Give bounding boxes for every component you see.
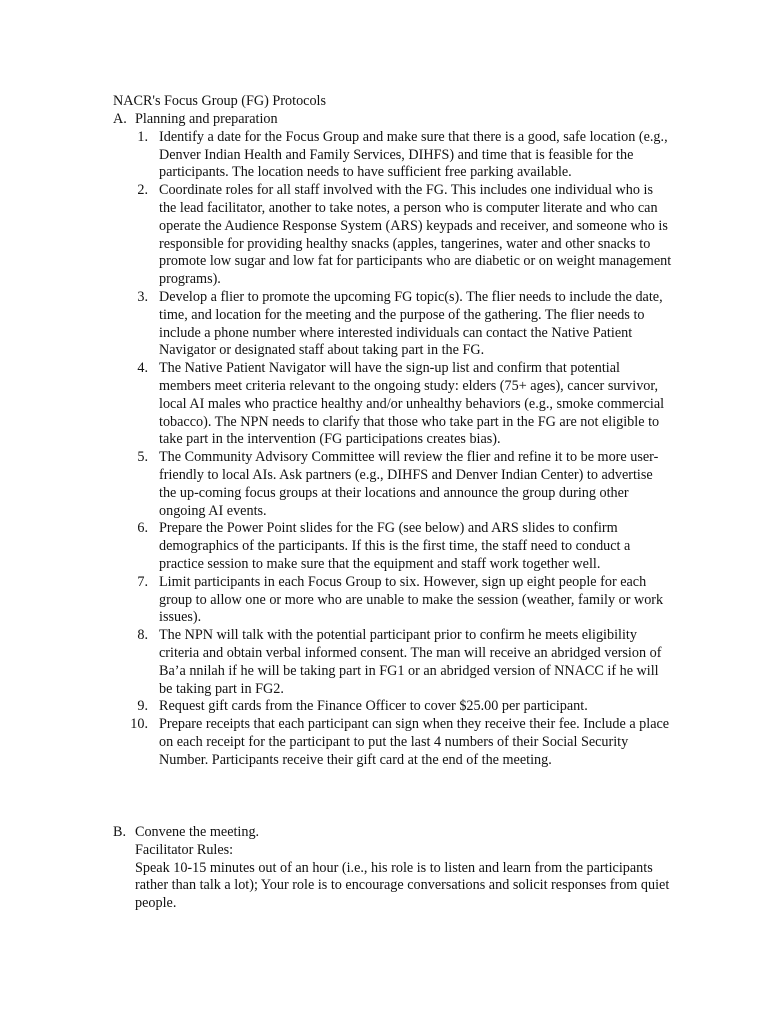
list-item-text: The Native Patient Navigator will have the sign-up list and confirm that potential members meet criteria relevant to the ongoing study: elders (75+ ages), cancer survivor, local AI males who practice healthy and/or unhealthy behaviors (e.g., smoke commercial tobacco). The NPN needs to clarify that those who take part in the FG are not eligible to take part in the intervention (FG participations creates bias).: [159, 360, 665, 448]
section-a-title: Planning and preparation: [135, 111, 278, 127]
facilitator-rules-body: Speak 10-15 minutes out of an hour (i.e., his role is to listen and learn from the participants rather than talk a lot); Your role is to encourage conversations and solicit responses from quiet people.: [135, 859, 670, 912]
section-a-heading: [113, 111, 673, 129]
list-item-text: Identify a date for the Focus Group and make sure that there is a good, safe location (e.g., Denver Indian Health and Family Services, DIHFS) and time that is feasible for the participants. The location needs to have sufficient free parking available.: [159, 128, 668, 181]
list-item: [113, 449, 673, 520]
list-item-number: 10.: [130, 716, 148, 733]
list-item-text: The NPN will talk with the potential participant prior to confirm he meets eligibility criteria and obtain verbal informed consent. The man will receive an abridged version of Ba’a nnilah if he will be taking part in FG1 or an abridged version of NNACC if he will be taking part in FG2.: [159, 627, 662, 697]
facilitator-rules: [113, 842, 673, 913]
list-item: [113, 574, 673, 627]
section-convene: [113, 824, 673, 913]
list-item-text: Develop a flier to promote the upcoming FG topic(s). The flier needs to include the date, time, and location for the meeting and the purpose of the gathering. The flier needs to include a phone number where interested individuals can contact the Native Patient Navigator or designated staff about taking part in the FG.: [159, 288, 663, 359]
list-item: [113, 182, 673, 289]
list-item-text: Limit participants in each Focus Group to six. However, sign up eight people for each group to allow one or more who are unable to make the session (weather, family or work issues).: [159, 573, 664, 626]
planning-steps-list: [113, 129, 673, 770]
list-item-text: Prepare the Power Point slides for the FG (see below) and ARS slides to confirm demographics of the participants. If this is the first time, the staff need to conduct a practice session to make sure that the equipment and staff work together well.: [159, 520, 631, 572]
section-a-letter: A.: [113, 111, 127, 127]
list-item-number: 6.: [137, 520, 148, 537]
list-item: [113, 716, 673, 769]
list-item: [113, 520, 673, 573]
list-item-text: Request gift cards from the Finance Officer to cover $25.00 per participant.: [159, 698, 588, 715]
list-item-number: 1.: [137, 128, 148, 145]
list-item-number: 5.: [137, 449, 148, 466]
list-item-text: Coordinate roles for all staff involved with the FG. This includes one individual who is the lead facilitator, another to take notes, a person who is computer literate and who can operate the Audience Response System (ARS) keypads and receiver, and someone who is responsible for providing healthy snacks (apples, tangerines, water and other snacks to promote low sugar and low fat for participants who are diabetic or on weight management programs).: [159, 182, 672, 288]
list-item-text: The Community Advisory Committee will review the flier and refine it to be more user-friendly to local AIs. Ask partners (e.g., DIHFS and Denver Indian Center) to advertise the up-coming focus groups at their locations and announce the group during other ongoing AI events.: [159, 449, 659, 519]
list-item-text: Prepare receipts that each participant can sign when they receive their fee. Include a place on each receipt for the participant to put the last 4 numbers of their Social Security Number. Participants receive their gift card at the end of the meeting.: [159, 716, 670, 768]
list-item: [113, 289, 673, 360]
list-item: [113, 129, 673, 182]
list-item-number: 9.: [137, 698, 148, 715]
list-item: [113, 698, 673, 716]
list-item-number: 8.: [137, 627, 148, 644]
section-b-letter: B.: [113, 824, 127, 840]
list-item: [113, 627, 673, 698]
section-planning: [113, 111, 673, 769]
list-item-number: 4.: [137, 360, 148, 377]
list-item-number: 7.: [137, 573, 148, 590]
facilitator-rules-heading: Facilitator Rules:: [135, 841, 234, 858]
section-b-heading: [113, 824, 673, 842]
list-item-number: 3.: [137, 288, 148, 305]
section-b-title: Convene the meeting.: [135, 824, 260, 840]
list-item: [113, 360, 673, 449]
document-title: NACR's Focus Group (FG) Protocols: [113, 93, 327, 109]
list-item-number: 2.: [137, 182, 148, 199]
